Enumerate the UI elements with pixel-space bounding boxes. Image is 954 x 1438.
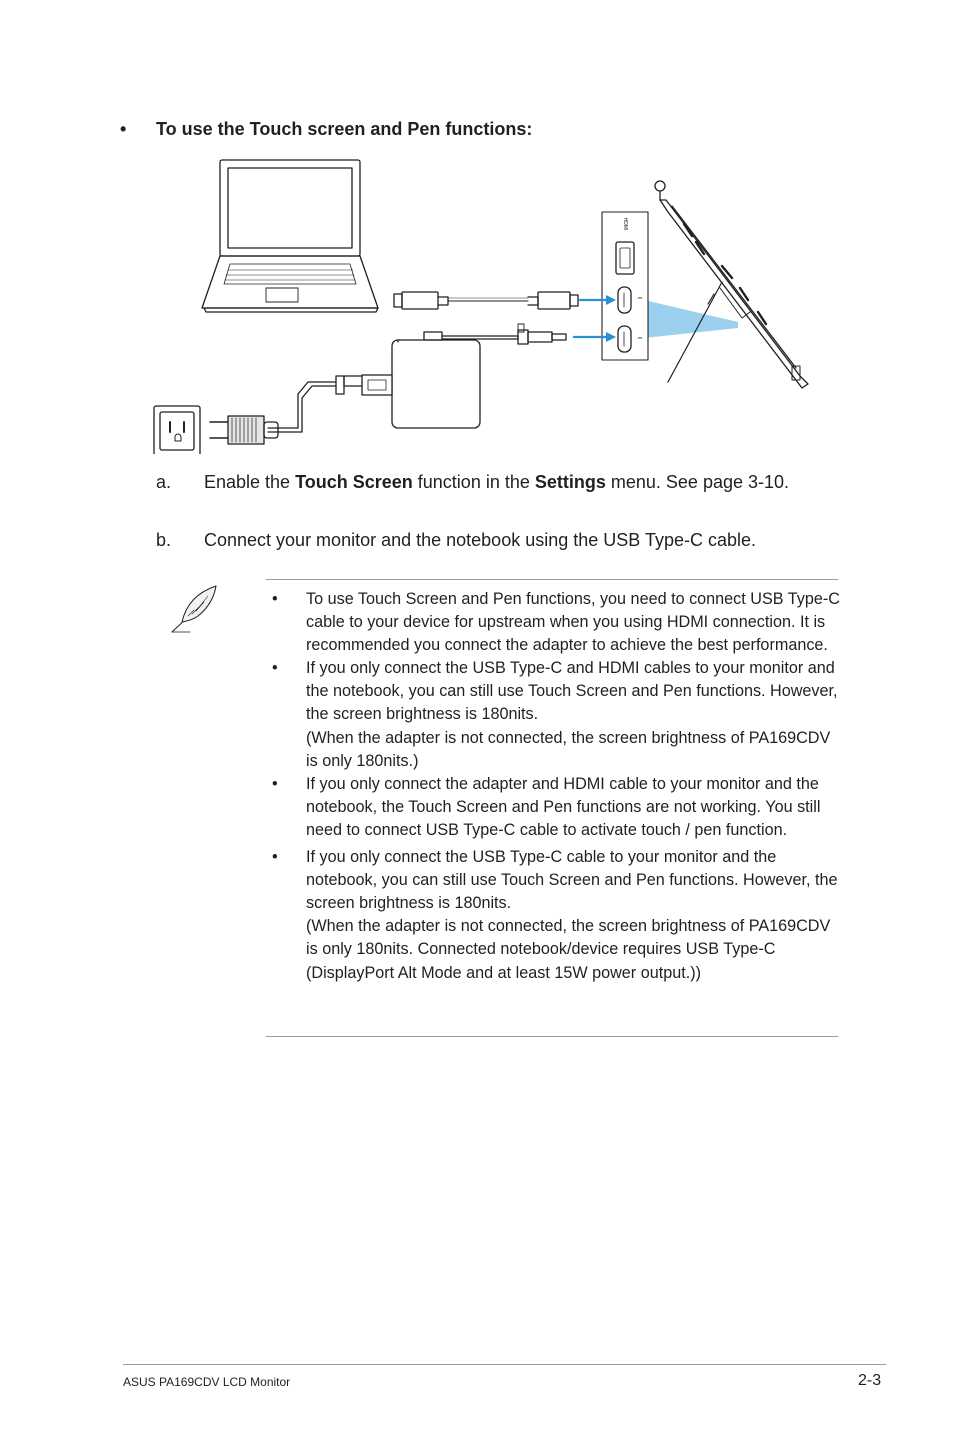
note-bullet: • <box>272 848 278 867</box>
note-bullet: • <box>272 774 278 793</box>
footer-product-name: ASUS PA169CDV LCD Monitor <box>123 1375 291 1389</box>
note-text: If you only connect the adapter and HDMI cable to your monitor and the notebook, the Touch Screen and Pen functions are not working. You still need to connect USB Type-C cable to activate touch / pen function. <box>306 774 821 839</box>
step-a-text-3: menu. See page 3-10. <box>605 472 790 492</box>
note-item <box>270 657 840 772</box>
step-b-text: Connect your monitor and the notebook using the USB Type-C cable. <box>204 530 756 550</box>
note-text-parenthetical: (When the adapter is not connected, the screen brightness of PA169CDV is only 180nits.) <box>306 728 831 770</box>
usb-c-port-label-2: ⎓ <box>637 336 643 342</box>
section-heading <box>120 119 532 140</box>
monitor-port-panel <box>602 212 738 360</box>
note-item <box>270 846 840 985</box>
step-a-label: a. <box>156 472 172 492</box>
page-number: 2-3 <box>858 1372 882 1389</box>
step-a-text-1: Enable the <box>204 472 296 492</box>
note-bullet: • <box>272 659 278 678</box>
note-bullet: • <box>272 590 278 608</box>
note-top-rule <box>266 579 838 580</box>
note-bottom-rule <box>266 1036 838 1037</box>
monitor-side-illustration <box>655 181 808 388</box>
note-item <box>270 773 840 842</box>
note-list <box>270 588 840 985</box>
note-text: If you only connect the USB Type-C cable to your monitor and the notebook, you can still use Touch Screen and Pen functions. However, the screen brightness is 180nits. <box>306 848 838 913</box>
wall-outlet-illustration <box>154 406 200 454</box>
usb-c-port-label-1: ⎓ <box>637 296 643 302</box>
power-cord <box>210 375 392 444</box>
heading-bullet: • <box>120 119 127 139</box>
hdmi-port-label: HDMI <box>622 217 628 231</box>
note-text: If you only connect the USB Type-C and HDMI cables to your monitor and the notebook, you can still use Touch Screen and Pen functions. However, the screen brightness is 180nits. <box>306 659 838 724</box>
note-quill-icon <box>168 584 224 636</box>
note-text-parenthetical: (When the adapter is not connected, the screen brightness of PA169CDV is only 180nits. Connected notebook/device requires USB Type-C (DisplayPort Alt Mode and at least 15W power output.)) <box>306 917 831 982</box>
step-b-label: b. <box>156 530 172 550</box>
touch-screen-term: Touch Screen <box>295 472 413 492</box>
laptop-illustration <box>202 160 378 312</box>
step-a-text-2: function in the <box>412 472 535 492</box>
usb-c-cable <box>394 292 578 309</box>
settings-term: Settings <box>534 472 606 492</box>
note-text: To use Touch Screen and Pen functions, you need to connect USB Type-C cable to your device for upstream when you using HDMI connection. It is recommended you connect the adapter to achieve the best performance. <box>306 590 840 655</box>
heading-text: To use the Touch screen and Pen functions: <box>156 119 533 139</box>
power-adapter <box>392 324 566 428</box>
step-a-text <box>204 470 824 494</box>
note-item <box>270 588 840 657</box>
footer-rule <box>123 1364 886 1365</box>
connection-diagram <box>148 154 818 454</box>
